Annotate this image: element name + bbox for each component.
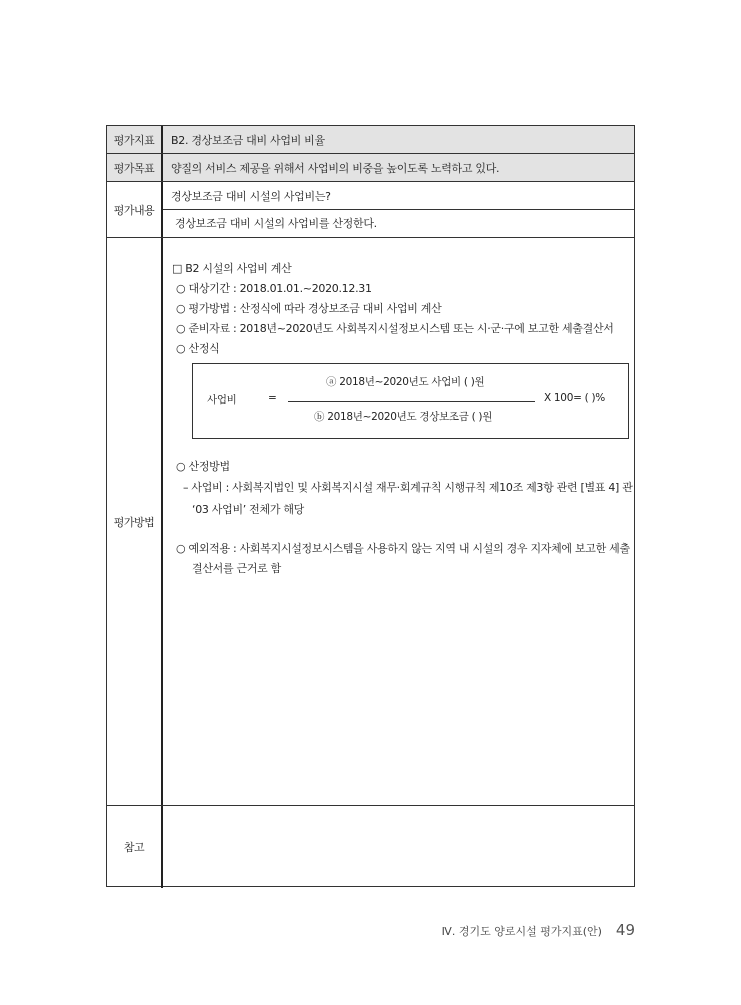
method-how: ○ 평가방법 : 산정식에 따라 경상보조금 대비 사업비 계산 [176,302,442,315]
formula-box [192,363,629,439]
method-heading: □ B2 시설의 사업비 계산 [172,262,292,275]
calc-line-1: – 사업비 : 사회복지법인 및 사회복지시설 재무·회계규칙 시행규칙 제10조 제3항 관련 [별표 4] 관 [183,481,633,494]
method-label: 평가방법 [107,238,163,805]
page-number: 49 [615,921,635,939]
content-statement: 경상보조금 대비 시설의 사업비를 산정한다. [175,217,377,230]
indicator-label: 평가지표 [107,126,163,153]
formula-numerator: ⓐ 2018년~2020년도 사업비 ( )원 [326,376,485,388]
page-footer [442,921,635,939]
content-label: 평가내용 [107,182,163,237]
goal-label: 평가목표 [107,154,163,181]
exception-line-2: 결산서를 근거로 함 [192,562,282,575]
formula-heading: ○ 산정식 [176,342,220,355]
method-content [163,238,634,805]
evaluation-table [106,125,635,887]
indicator-value: B2. 경상보조금 대비 사업비 비율 [171,133,325,147]
method-period: ○ 대상기간 : 2018.01.01.~2020.12.31 [176,282,372,295]
reference-row [107,805,634,888]
method-materials: ○ 준비자료 : 2018년~2020년도 사회복지시설정보시스템 또는 시·군·구에 보고한 세출결산서 [176,322,614,335]
reference-value [163,806,634,888]
reference-label: 참고 [107,806,163,888]
method-row [107,237,634,805]
formula-multiplier: X 100= ( )% [544,392,605,404]
exception-line-1: ○ 예외적용 : 사회복지시설정보시스템을 사용하지 않는 지역 내 시설의 경우 지자체에 보고한 세출 [176,542,630,555]
fraction-bar [288,401,535,402]
content-row [107,181,634,237]
indicator-row [107,126,634,153]
goal-value: 양질의 서비스 제공을 위해서 사업비의 비중을 높이도록 노력하고 있다. [171,161,500,175]
calc-line-2: ‘03 사업비’ 전체가 해당 [192,503,304,516]
content-question: 경상보조금 대비 시설의 사업비는? [171,189,331,203]
footer-text: Ⅳ. 경기도 양로시설 평가지표(안) [441,925,602,938]
calc-heading: ○ 산정방법 [176,460,230,473]
formula-equals: = [268,392,277,404]
goal-row [107,153,634,181]
formula-lhs: 사업비 [207,394,237,406]
formula-denominator: ⓑ 2018년~2020년도 경상보조금 ( )원 [314,411,493,423]
